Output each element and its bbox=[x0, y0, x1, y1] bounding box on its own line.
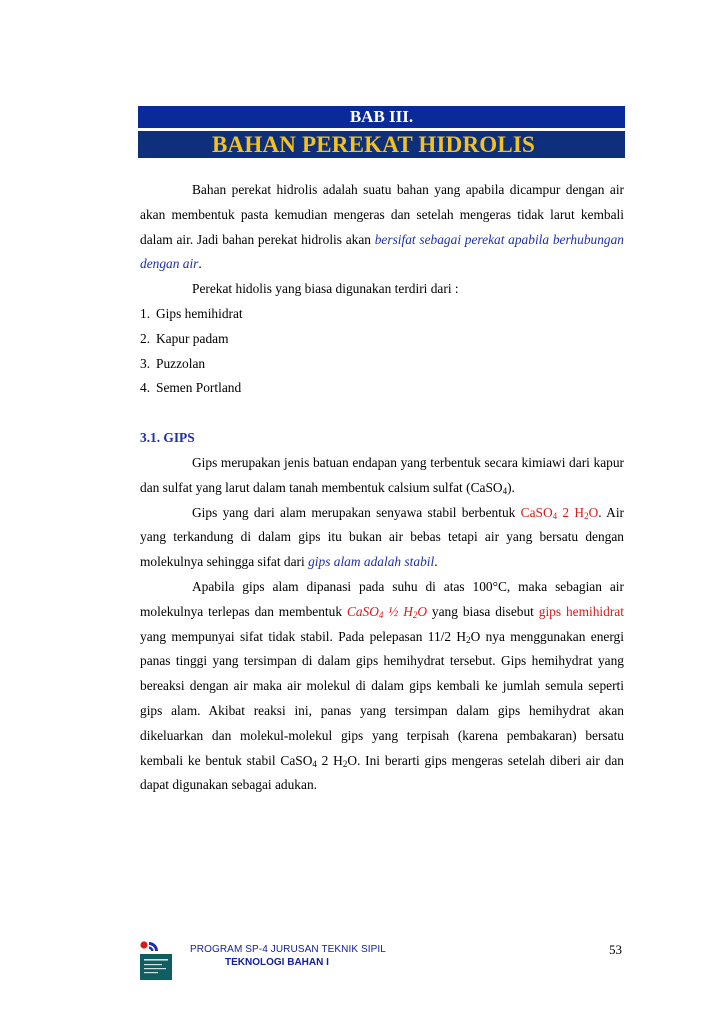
text: Apabila gips alam dipanasi pada suhu di atas 100°C, maka sebagian air molekulnya terlepas dan membentuk bbox=[140, 578, 624, 619]
text: 2 H bbox=[316, 752, 343, 768]
text: O nya menggunakan energi panas tinggi yang tersimpan di dalam gips hemihydrat tersebut. Gips hemihydrat yang bereaksi dengan air maka air molekul di dalam gips kembali ke jumlah semula seperti gips alam. Akibat reaksi ini, panas yang tersimpan dalam gips hemihydrat akan dikeluarkan dan molekul-molekul gips yang terpisah (karena pembakaran) bersatu kembali ke bentuk stabil CaSO bbox=[140, 628, 624, 768]
section-paragraph-3 bbox=[140, 575, 624, 798]
title-bar bbox=[138, 131, 625, 158]
subscript: 2 bbox=[412, 609, 418, 620]
page-footer bbox=[140, 940, 624, 984]
formula-part: CaSO bbox=[520, 504, 553, 520]
list-number: 1. bbox=[140, 305, 151, 321]
subscript: 4 bbox=[312, 758, 317, 769]
text: ). bbox=[507, 479, 515, 495]
intro-text-end: . bbox=[198, 256, 202, 272]
formula-part: O bbox=[417, 603, 428, 619]
section-paragraph-1 bbox=[140, 451, 624, 501]
emphasis-blue: gips alam adalah stabil bbox=[308, 554, 435, 570]
page-number: 53 bbox=[609, 942, 622, 957]
text: O. Ini berarti gips mengeras setelah diberi air dan dapat digunakan sebagai adukan. bbox=[140, 752, 624, 793]
list-item bbox=[140, 376, 624, 401]
footer-program: PROGRAM SP-4 JURUSAN TEKNIK SIPIL bbox=[190, 944, 386, 955]
subscript: 4 bbox=[378, 609, 384, 620]
text: yang mempunyai sifat tidak stabil. Pada pelepasan 11/2 H bbox=[140, 628, 467, 644]
subscript: 2 bbox=[584, 510, 589, 521]
formula-red bbox=[521, 505, 599, 520]
section-heading: 3.1. GIPS bbox=[140, 430, 195, 446]
list-text: Gips hemihidrat bbox=[156, 305, 243, 321]
intro-paragraph bbox=[140, 178, 624, 277]
formula-part: ½ H bbox=[383, 603, 413, 619]
intro-text: Bahan perekat hidrolis adalah suatu bahan yang apabila dicampur dengan air akan membentuk pasta kemudian mengeras dan setelah mengeras tidak larut kembali dalam air. Jadi bahan perekat hidrolis akan bbox=[140, 182, 624, 247]
footer-course: TEKNOLOGI BAHAN I bbox=[225, 957, 329, 968]
text: . Air yang terkandung di dalam gips itu bukan air bebas tetapi air yang bersatu dengan molekulnya sehingga sifat dari bbox=[140, 504, 625, 570]
list-text: Kapur padam bbox=[156, 330, 229, 346]
text: Gips yang dari alam merupakan senyawa stabil berbentuk bbox=[192, 504, 521, 520]
formula-part: CaSO bbox=[346, 603, 379, 619]
list-text: Semen Portland bbox=[156, 380, 242, 396]
list-number: 4. bbox=[140, 380, 151, 396]
formula-part: 2 H bbox=[557, 504, 585, 520]
institution-logo-icon bbox=[140, 940, 172, 980]
list-number: 2. bbox=[140, 330, 151, 346]
formula-red-italic bbox=[347, 604, 427, 619]
subscript: 4 bbox=[502, 485, 508, 496]
text: Gips merupakan jenis batuan endapan yang terbentuk secara kimiawi dari kapur dan sulfat yang larut dalam tanah membentuk calsium sulfat (CaSO bbox=[140, 454, 624, 495]
subscript: 4 bbox=[552, 510, 558, 521]
chapter-title: BAHAN PEREKAT HIDROLIS bbox=[212, 132, 536, 157]
formula-part: O bbox=[588, 504, 599, 520]
subscript: 2 bbox=[466, 634, 471, 645]
term-red: gips hemihidrat bbox=[538, 603, 624, 619]
main-content bbox=[140, 178, 624, 798]
list-text: Puzzolan bbox=[156, 355, 206, 371]
list-item bbox=[140, 352, 624, 377]
list-item bbox=[140, 302, 624, 327]
text: yang biasa disebut bbox=[427, 603, 539, 619]
list-item bbox=[140, 327, 624, 352]
subscript: 2 bbox=[342, 758, 348, 769]
chapter-bar bbox=[138, 106, 625, 128]
section-paragraph-2 bbox=[140, 501, 624, 575]
text: . bbox=[434, 554, 438, 570]
chapter-label: BAB III. bbox=[349, 107, 414, 126]
list-number: 3. bbox=[140, 355, 151, 371]
intro-emphasis: bersifat sebagai perekat apabila berhubungan dengan air bbox=[140, 231, 624, 272]
intro-list-lead: Perekat hidolis yang biasa digunakan terdiri dari : bbox=[192, 281, 459, 297]
